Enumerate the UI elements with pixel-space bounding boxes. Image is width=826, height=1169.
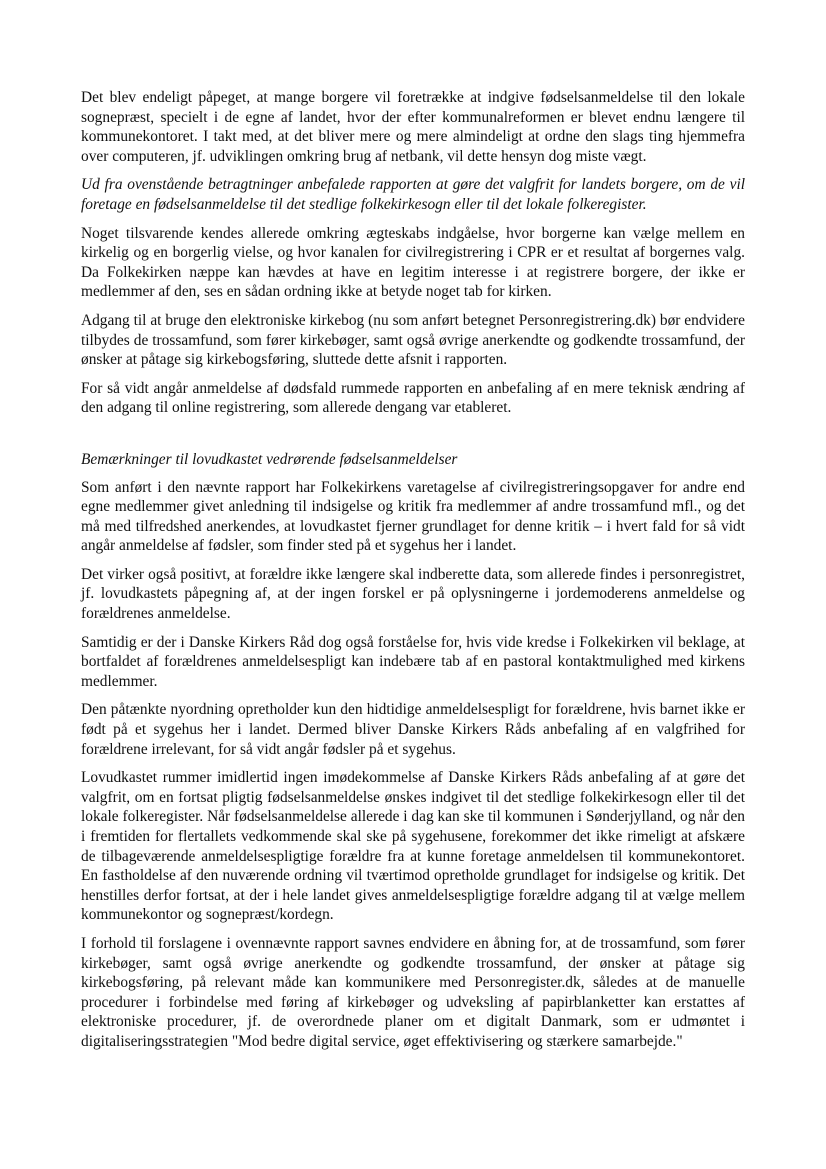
paragraph-pastoral-contact: Samtidig er der i Danske Kirkers Råd dog også forståelse for, hvis vide kredse i Folkekirken vil beklage, at bortfaldet af forældrenes anmeldelsespligt kan indebære tab af en pastoral kontaktmulighed med kirkens medlemmer. [81,633,745,690]
paragraph-positive-data: Det virker også positivt, at forældre ikke længere skal indberette data, som allerede findes i personregistret, jf. lovudkastets påpegning af, at der ingen forskel er på oplysningerne i jordemoderens anmeldelse og forældrenes anmeldelse. [81,565,745,623]
paragraph-marriage-analogy: Noget tilsvarende kendes allerede omkring ægteskabs indgåelse, hvor borgerne kan vælge mellem en kirkelig og en borgerlig vielse, og hvor kanalen for civilregistrering i CPR er et resultat af borgernes valg. Da Folkekirken næppe kan hævdes at have en legitim interesse i at registrere borgere, der ikke er medlemmer af den, ses en sådan ordning ikke at betyde noget tab for kirken. [81,224,745,301]
document-page [81,88,745,1061]
paragraph-digital-denmark: I forhold til forslagene i ovennævnte rapport savnes endvidere en åbning for, at de trossamfund, som fører kirkebøger, samt også øvrige anerkendte og godkendte trossamfund, der ønsker at påtage sig kirkebogsføring, på relevant måde kan kommunikere med Personregister.dk, således at de manuelle procedurer i forbindelse med føring af kirkebøger og udveksling af papirblanketter kan erstattes af elektroniske procedurer, jf. de overordnede planer om et digitalt Danmark, som er udmøntet i digitaliseringsstrategien "Mod bedre digital service, øget effektivisering og stærkere samarbejde." [81,934,745,1050]
paragraph-citizens-preference: Det blev endeligt påpeget, at mange borgere vil foretrække at indgive fødselsanmeldelse til den lokale sognepræst, specielt i de egne af landet, hvor der efter kommunalreformen er blevet endnu længere til kommunekontoret. I takt med, at det bliver mere og mere almindeligt at ordne den slags ting hjemmefra over computeren, jf. udviklingen omkring brug af netbank, vil dette hensyn dog miste vægt. [81,89,745,165]
section-spacer [81,427,745,450]
paragraph-freedom-of-choice: Lovudkastet rummer imidlertid ingen imødekommelse af Danske Kirkers Råds anbefaling af at gøre det valgfrit, om en fortsat pligtig fødselsanmeldelse ønskes indgivet til det stedlige folkekirkesogn eller til det lokale folkeregister. Når fødselsanmeldelse allerede i dag kan ske til kommunen i Sønderjylland, og når den i fremtiden for flertallets vedkommende skal ske på sygehusene, forekommer det ikke rimeligt at afskære de tilbageværende anmeldelsespligtige forældre fra at kunne foretage anmeldelsen til kommunekontoret. En fastholdelse af den nuværende ordning vil tværtimod opretholde grundlaget for indsigelse og kritik. Det henstilles derfor fortsat, at der i hele landet gives anmeldelsespligtige forældre adgang til at vælge mellem kommunekontor og sognepræst/kordegn. [81,769,745,924]
paragraph-criticism-removed: Som anført i den nævnte rapport har Folkekirkens varetagelse af civilregistreringsopgaver for andre end egne medlemmer givet anledning til indsigelse og kritik fra medlemmer af andre trossamfund mfl., og det må med tilfredshed anerkendes, at lovudkastet fjerner grundlaget for denne kritik – i hvert fald for så vidt angår anmeldelse af fødsler, som finder sted på et sygehus her i landet. [81,478,745,555]
paragraph-electronic-register-access: Adgang til at bruge den elektroniske kirkebog (nu som anført betegnet Personregistrering.dk) bør endvidere tilbydes de trossamfund, som fører kirkebøger, samt også øvrige anerkendte og godkendte trossamfund, der ønsker at påtage sig kirkebogsføring, sluttede dette afsnit i rapporten. [81,311,745,369]
paragraph-recommendation-italic: Ud fra ovenstående betragtninger anbefalede rapporten at gøre det valgfrit for landets borgere, om de vil foretage en fødselsanmeldelse til det stedlige folkekirkesogn eller til det lokale folkeregister. [81,176,745,213]
paragraph-new-arrangement: Den påtænkte nyordning opretholder kun den hidtidige anmeldelsespligt for forældrene, hvis barnet ikke er født på et sygehus her i landet. Dermed bliver Danske Kirkers Råds anbefaling af en valgfrihed for forældrene irrelevant, for så vidt angår fødsler på et sygehus. [81,701,745,758]
section-heading: Bemærkninger til lovudkastet vedrørende fødselsanmeldelser [81,450,458,468]
paragraph-death-registration: For så vidt angår anmeldelse af dødsfald rummede rapporten en anbefaling af en mere teknisk ændring af den adgang til online registrering, som allerede dengang var etableret. [81,379,745,417]
